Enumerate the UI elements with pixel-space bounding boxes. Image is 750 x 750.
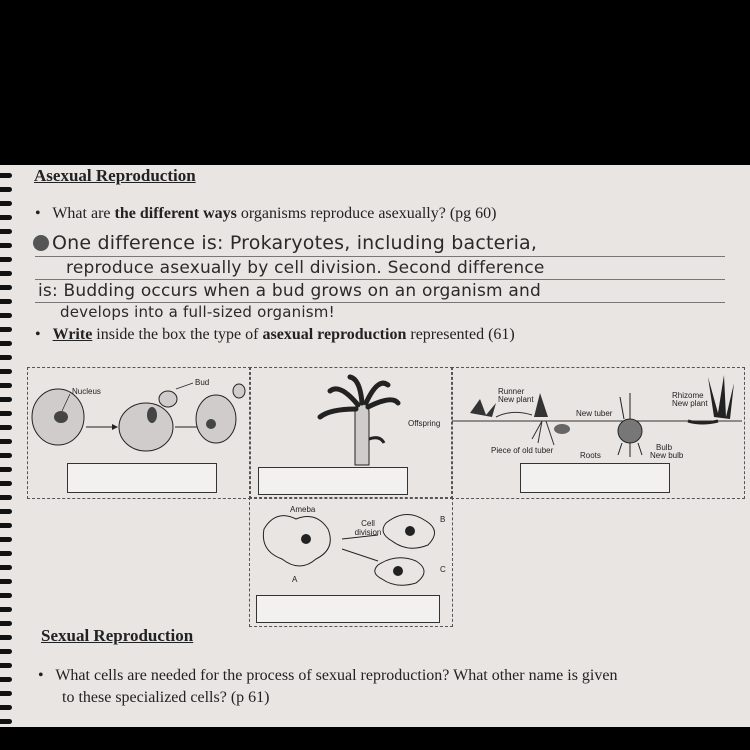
binding-hole	[0, 677, 12, 682]
binding-hole	[0, 369, 12, 374]
answer-rule-2	[35, 279, 725, 280]
label-c: C	[440, 565, 446, 574]
label-bud: Bud	[195, 378, 210, 387]
bud	[159, 391, 177, 407]
bullet: •	[35, 205, 41, 222]
binding-hole	[0, 481, 12, 486]
daughter-c-nucleus	[393, 566, 403, 576]
worksheet-page	[0, 165, 750, 727]
binding-hole	[0, 523, 12, 528]
division-arrow-c	[342, 549, 378, 561]
iris-plant	[708, 375, 734, 419]
onion-stem	[620, 393, 630, 419]
q2-text-mid: inside the box the type of	[92, 326, 263, 343]
label-roots: Roots	[580, 451, 601, 460]
nucleus-1	[54, 411, 68, 423]
offspring-bud	[369, 438, 384, 443]
binding-hole	[0, 215, 12, 220]
binding-hole	[0, 579, 12, 584]
yeast-cell-2	[119, 403, 173, 451]
q1-text-post: organisms reproduce asexually? (pg 60)	[236, 205, 497, 222]
label-cell-division: Cell division	[354, 519, 382, 537]
q2-write: Write	[52, 326, 93, 343]
binding-hole	[0, 383, 12, 388]
binding-hole	[0, 593, 12, 598]
binding-hole	[0, 453, 12, 458]
released-bud	[233, 384, 245, 398]
binding-hole	[0, 425, 12, 430]
binding-hole	[0, 621, 12, 626]
binding-hole	[0, 341, 12, 346]
label-bulb: Bulb	[656, 443, 673, 452]
tentacle-1	[330, 389, 358, 405]
label-ameba: Ameba	[290, 505, 316, 514]
arrow-1-head	[112, 424, 118, 430]
binding-hole	[0, 705, 12, 710]
sexual-question-text-1: What cells are needed for the process of sexual reproduction? What other name is given	[55, 667, 618, 684]
binding-hole	[0, 439, 12, 444]
sexual-heading: Sexual Reproduction	[41, 626, 194, 645]
scribble-mark	[33, 235, 49, 251]
label-b: B	[440, 515, 446, 524]
potato-roots	[532, 421, 554, 445]
tentacle-4	[368, 400, 398, 407]
nucleus-3	[206, 419, 216, 429]
q2-text-post: represented (61)	[406, 326, 515, 343]
binding-hole	[0, 509, 12, 514]
binding-hole	[0, 635, 12, 640]
q1-text-bold: the different ways	[114, 205, 237, 222]
binding-hole	[0, 411, 12, 416]
binding-hole	[0, 551, 12, 556]
binding-hole	[0, 467, 12, 472]
binding-hole	[0, 565, 12, 570]
onion-roots	[618, 443, 642, 457]
binding-hole	[0, 285, 12, 290]
label-runner: Runner	[498, 387, 525, 396]
answer-box-yeast[interactable]	[67, 463, 217, 493]
answer-box-hydra[interactable]	[258, 467, 408, 495]
handwritten-answer-line-4: develops into a full-sized organism!	[60, 303, 335, 321]
q2-text-bold: asexual reproduction	[262, 326, 407, 343]
q1-text-pre: What are	[52, 205, 115, 222]
binding-hole	[0, 537, 12, 542]
binding-hole	[0, 271, 12, 276]
bullet: •	[38, 667, 44, 684]
label-piece-old-tuber: Piece of old tuber	[491, 446, 554, 455]
binding-hole	[0, 327, 12, 332]
binding-hole	[0, 649, 12, 654]
label-a: A	[292, 575, 298, 584]
label-new-bulb: New bulb	[650, 451, 684, 460]
ameba-parent	[263, 516, 330, 566]
question-1	[35, 205, 497, 223]
daughter-b-nucleus	[405, 526, 415, 536]
label-rhizome: Rhizome	[672, 391, 704, 400]
sexual-question-line-2: to these specialized cells? (p 61)	[62, 689, 270, 706]
answer-box-plants[interactable]	[520, 463, 670, 493]
hydra-body	[355, 403, 369, 465]
question-2	[35, 326, 515, 344]
binding-hole	[0, 313, 12, 318]
handwritten-answer-line-3: is: Budding occurs when a bud grows on an organism and	[38, 281, 541, 301]
spiral-binding	[0, 165, 14, 727]
binding-hole	[0, 229, 12, 234]
handwritten-answer-line-1: One difference is: Prokaryotes, including bacteria,	[52, 232, 538, 254]
runner	[496, 412, 532, 417]
label-new-tuber: New tuber	[576, 409, 613, 418]
ameba-nucleus	[301, 534, 311, 544]
bullet: •	[35, 326, 41, 343]
sexual-question-line-1	[38, 667, 617, 685]
binding-hole	[0, 299, 12, 304]
label-new-plant-2: New plant	[672, 399, 708, 408]
binding-hole	[0, 187, 12, 192]
ameba-illustration	[256, 505, 446, 589]
binding-hole	[0, 257, 12, 262]
binding-hole	[0, 663, 12, 668]
new-tuber	[554, 424, 570, 434]
onion-bulb	[618, 419, 642, 443]
nucleus-2	[147, 407, 157, 423]
binding-hole	[0, 173, 12, 178]
binding-hole	[0, 355, 12, 360]
answer-box-ameba[interactable]	[256, 595, 440, 623]
label-nucleus: Nucleus	[72, 387, 101, 396]
strawberry-plant	[470, 399, 496, 417]
answer-rule-1	[35, 256, 725, 257]
binding-hole	[0, 691, 12, 696]
binding-hole	[0, 243, 12, 248]
binding-hole	[0, 719, 12, 724]
handwritten-answer-line-2: reproduce asexually by cell division. Second difference	[66, 258, 545, 278]
label-offspring: Offspring	[408, 419, 441, 428]
yeast-cell-3	[196, 395, 236, 443]
binding-hole	[0, 607, 12, 612]
binding-hole	[0, 495, 12, 500]
binding-hole	[0, 397, 12, 402]
potato-plant	[534, 393, 548, 417]
binding-hole	[0, 201, 12, 206]
asexual-heading: Asexual Reproduction	[34, 166, 196, 185]
tentacle-5	[320, 409, 356, 417]
bud-pointer	[176, 383, 193, 389]
yeast-budding-illustration	[28, 369, 248, 459]
label-new-plant: New plant	[498, 395, 534, 404]
